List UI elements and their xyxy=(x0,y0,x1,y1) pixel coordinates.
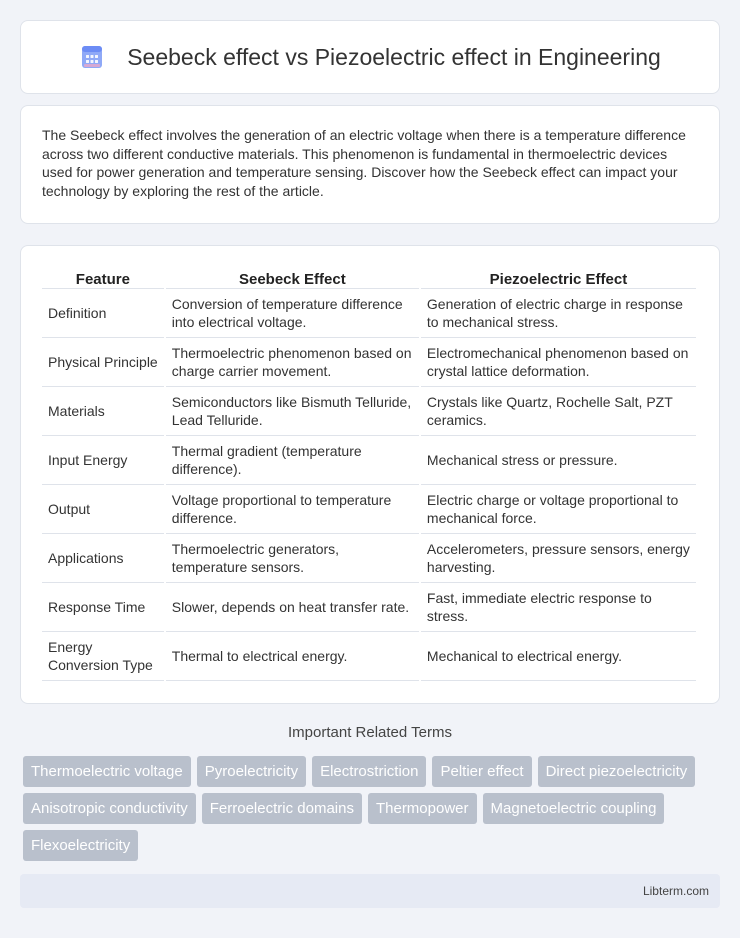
seebeck-cell: Conversion of temperature difference into electrical voltage. xyxy=(166,289,419,338)
related-term-tag[interactable]: Pyroelectricity xyxy=(197,756,306,787)
related-term-tag[interactable]: Direct piezoelectricity xyxy=(538,756,696,787)
feature-cell: Energy Conversion Type xyxy=(42,632,164,681)
table-row xyxy=(42,436,696,485)
table-row xyxy=(42,583,696,632)
column-header: Piezoelectric Effect xyxy=(421,266,696,289)
feature-cell: Definition xyxy=(42,289,164,338)
piezoelectric-cell: Generation of electric charge in response to mechanical stress. xyxy=(421,289,696,338)
footer xyxy=(20,874,720,908)
related-term-tag[interactable]: Thermoelectric voltage xyxy=(23,756,191,787)
table-row xyxy=(42,632,696,681)
document-grid-icon xyxy=(79,44,105,70)
piezoelectric-cell: Crystals like Quartz, Rochelle Salt, PZT ceramics. xyxy=(421,387,696,436)
piezoelectric-cell: Fast, immediate electric response to stress. xyxy=(421,583,696,632)
related-term-tag[interactable]: Anisotropic conductivity xyxy=(23,793,196,824)
piezoelectric-cell: Electric charge or voltage proportional to mechanical force. xyxy=(421,485,696,534)
header-card xyxy=(20,20,720,94)
table-row xyxy=(42,289,696,338)
piezoelectric-cell: Mechanical to electrical energy. xyxy=(421,632,696,681)
seebeck-cell: Slower, depends on heat transfer rate. xyxy=(166,583,419,632)
table-header-row xyxy=(42,266,696,289)
feature-cell: Materials xyxy=(42,387,164,436)
column-header: Seebeck Effect xyxy=(166,266,419,289)
related-term-tag[interactable]: Thermopower xyxy=(368,793,477,824)
feature-cell: Response Time xyxy=(42,583,164,632)
related-term-tag[interactable]: Peltier effect xyxy=(432,756,531,787)
page-title: Seebeck effect vs Piezoelectric effect in Engineering xyxy=(127,43,661,70)
table-row xyxy=(42,485,696,534)
feature-cell: Physical Principle xyxy=(42,338,164,387)
piezoelectric-cell: Mechanical stress or pressure. xyxy=(421,436,696,485)
comparison-table xyxy=(40,266,698,681)
footer-site-link[interactable]: Libterm.com xyxy=(642,884,709,898)
column-header: Feature xyxy=(42,266,164,289)
feature-cell: Output xyxy=(42,485,164,534)
intro-card xyxy=(20,105,720,224)
seebeck-cell: Thermal gradient (temperature difference). xyxy=(166,436,419,485)
related-term-tag[interactable]: Electrostriction xyxy=(312,756,426,787)
related-term-tag[interactable]: Ferroelectric domains xyxy=(202,793,362,824)
seebeck-cell: Semiconductors like Bismuth Telluride, Lead Telluride. xyxy=(166,387,419,436)
seebeck-cell: Thermoelectric generators, temperature sensors. xyxy=(166,534,419,583)
seebeck-cell: Voltage proportional to temperature difference. xyxy=(166,485,419,534)
feature-cell: Input Energy xyxy=(42,436,164,485)
piezoelectric-cell: Accelerometers, pressure sensors, energy harvesting. xyxy=(421,534,696,583)
related-term-tag[interactable]: Flexoelectricity xyxy=(23,830,138,861)
piezoelectric-cell: Electromechanical phenomenon based on crystal lattice deformation. xyxy=(421,338,696,387)
table-row xyxy=(42,338,696,387)
comparison-table-card xyxy=(20,245,720,704)
table-row xyxy=(42,387,696,436)
related-term-tag[interactable]: Magnetoelectric coupling xyxy=(483,793,665,824)
seebeck-cell: Thermal to electrical energy. xyxy=(166,632,419,681)
seebeck-cell: Thermoelectric phenomenon based on charge carrier movement. xyxy=(166,338,419,387)
intro-text: The Seebeck effect involves the generation of an electric voltage when there is a temperature difference across two different conductive materials. This phenomenon is fundamental in thermoelectric devices used for power generation and temperature sensing. Discover how the Seebeck effect can impact your technology by exploring the rest of the article. xyxy=(42,127,686,199)
related-terms-title: Important Related Terms xyxy=(288,724,452,741)
table-row xyxy=(42,534,696,583)
feature-cell: Applications xyxy=(42,534,164,583)
related-terms-list xyxy=(23,756,723,867)
